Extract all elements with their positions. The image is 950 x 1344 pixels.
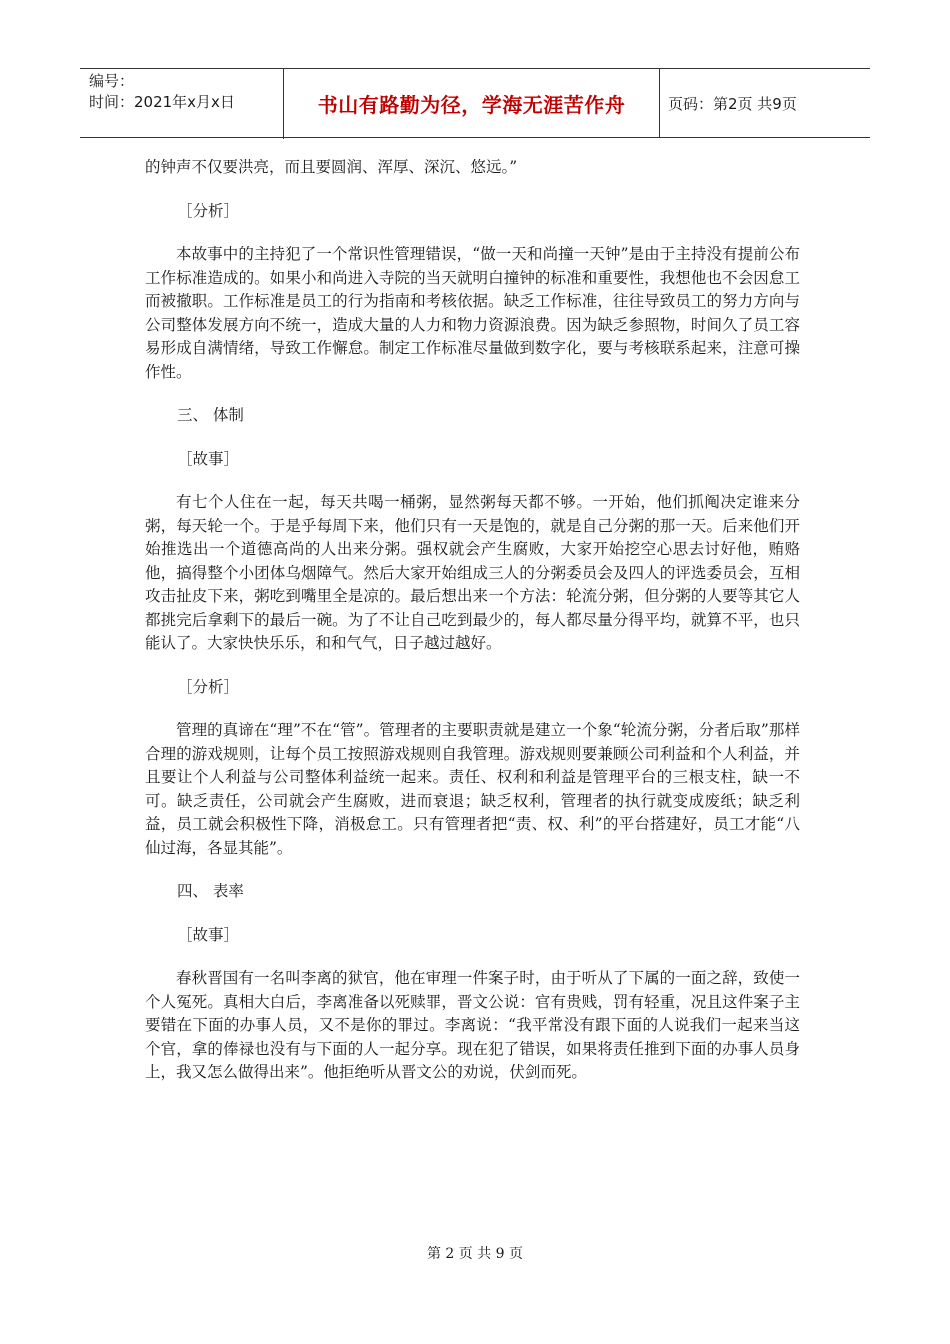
paragraph-story-li-li: 春秋晋国有一名叫李离的狱官，他在审理一件案子时，由于听从了下属的一面之辞，致使一个人冤死。真相大白后，李离准备以死赎罪，晋文公说：官有贵贱，罚有轻重，况且这件案子主要错在下面的办事人员，又不是你的罪过。李离说：“我平常没有跟下面的人说我们一起来当这个官，拿的俸禄也没有与下面的人一起分享。现在犯了错误，如果将责任推到下面的办事人员身上，我又怎么做得出来”。他拒绝听从晋文公的劝说，伏剑而死。 — [145, 969, 800, 1081]
header-meta — [80, 69, 284, 139]
section-heading-system: 三、 体制 — [177, 406, 244, 424]
paragraph-continuation: 的钟声不仅要洪亮，而且要圆润、浑厚、深沉、悠远。” — [145, 158, 518, 176]
paragraph-analysis-standards: 本故事中的主持犯了一个常识性管理错误，“做一天和尚撞一天钟”是由于主持没有提前公布工作标准造成的。如果小和尚进入寺院的当天就明白撞钟的标准和重要性，我想他也不会因怠工而被撤职。工作标准是员工的行为指南和考核依据。缺乏工作标准，往往导致员工的努力方向与公司整体发展方向不统一，造成大量的人力和物力资源浪费。因为缺乏参照物，时间久了员工容易形成自满情绪，导致工作懈怠。制定工作标准尽量做到数字化，要与考核联系起来，注意可操作性。 — [145, 245, 800, 381]
section-label-story: ［故事］ — [177, 925, 240, 944]
header-motto: 书山有路勤为径，学海无涯苦作舟 — [317, 92, 626, 117]
paragraph-story-porridge: 有七个人住在一起，每天共喝一桶粥，显然粥每天都不够。一开始，他们抓阄决定谁来分粥，每天轮一个。于是乎每周下来，他们只有一天是饱的，就是自己分粥的那一天。后来他们开始推选出一个道德高尚的人出来分粥。强权就会产生腐败，大家开始挖空心思去讨好他，贿赂他，搞得整个小团体乌烟障气。然后大家开始组成三人的分粥委员会及四人的评选委员会，互相攻击扯皮下来，粥吃到嘴里全是凉的。最后想出来一个方法：轮流分粥，但分粥的人要等其它人都挑完后拿剩下的最后一碗。为了不让自己吃到最少的，每人都尽量分得平均，就算不平，也只能认了。大家快快乐乐，和和气气，日子越过越好。 — [145, 493, 800, 652]
page-header — [80, 68, 870, 138]
section-label-story: ［故事］ — [177, 449, 240, 468]
document-time-label: 时间：2021年x月x日 — [89, 93, 235, 111]
section-heading-example: 四、 表率 — [177, 882, 244, 900]
header-page-info: 页码：第2页 共9页 — [668, 94, 797, 113]
section-label-analysis: ［分析］ — [177, 677, 240, 696]
header-motto-cell — [284, 69, 660, 137]
document-number-label: 编号： — [89, 72, 135, 90]
paragraph-analysis-rules: 管理的真谛在“理”不在“管”。管理者的主要职责就是建立一个象“轮流分粥，分者后取”那样合理的游戏规则，让每个员工按照游戏规则自我管理。游戏规则要兼顾公司利益和个人利益，并且要让个人利益与公司整体利益统一起来。责任、权利和利益是管理平台的三根支柱，缺一不可。缺乏责任，公司就会产生腐败，进而衰退；缺乏权利，管理者的执行就变成废纸；缺乏利益，员工就会积极性下降，消极怠工。只有管理者把“责、权、利”的平台搭建好，员工才能“八仙过海，各显其能”。 — [145, 721, 800, 857]
page-footer: 第 2 页 共 9 页 — [426, 1246, 524, 1262]
document-body — [145, 156, 800, 1085]
section-label-analysis: ［分析］ — [177, 201, 240, 220]
